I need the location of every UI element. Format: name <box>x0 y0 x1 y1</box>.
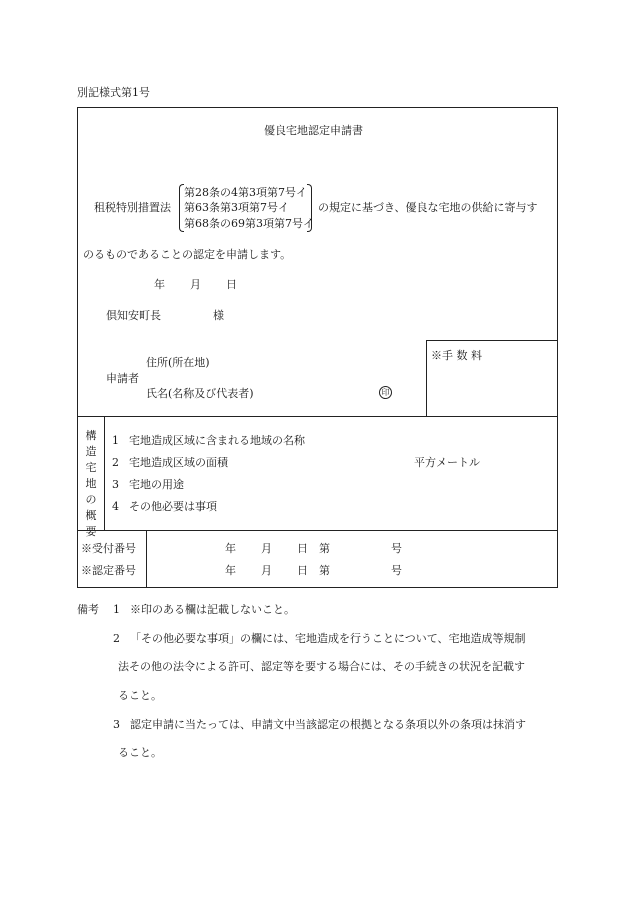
area-unit: 平方メートル <box>414 456 480 469</box>
receipt-year: 年 <box>225 542 236 555</box>
overview-heading-char: 地 <box>85 476 97 490</box>
overview-heading-char: 宅 <box>85 460 97 474</box>
applicant-name-label: 氏名(名称及び代表者) <box>146 387 254 400</box>
certification-year: 年 <box>225 564 236 577</box>
applicant-address-label: 住所(所在地) <box>146 356 210 369</box>
applicant-label: 申請者 <box>106 372 139 385</box>
law-name: 租税特別措置法 <box>94 201 171 214</box>
overview-heading-char: の <box>85 492 97 506</box>
note-number: 3 <box>113 718 120 731</box>
note-line: 法その他の法令による許可、認定等を要する場合には、その手続きの状況を記載す <box>118 660 525 673</box>
certification-go: 号 <box>391 564 402 577</box>
receipt-go: 号 <box>391 542 402 555</box>
intro-line-2: のるものであることの認定を申請します。 <box>83 248 292 261</box>
clause-bracket-right <box>307 184 312 232</box>
date-year: 年 <box>154 278 165 291</box>
numbers-top-border <box>77 530 558 531</box>
overview-item-number: 1 <box>112 434 119 447</box>
overview-item-number: 4 <box>112 500 119 513</box>
clause-2: 第63条第3項第7号イ <box>184 201 289 214</box>
date-day: 日 <box>226 278 237 291</box>
certification-number-label: ※認定番号 <box>81 564 136 577</box>
receipt-month: 月 <box>261 542 272 555</box>
receipt-day: 日 <box>297 542 308 555</box>
overview-top-border <box>77 416 558 417</box>
numbers-label-divider <box>146 530 147 588</box>
note-number: 1 <box>113 603 120 616</box>
note-line: 認定申請に当たっては、申請文中当該認定の根拠となる条項以外の条項は抹消す <box>130 718 526 731</box>
intro-continuation: の規定に基づき、優良な宅地の供給に寄与す <box>318 201 538 214</box>
overview-heading-char: 概 <box>85 508 97 522</box>
overview-item-text: 宅地造成区域に含まれる地域の名称 <box>129 434 305 447</box>
note-line: ること。 <box>118 689 162 702</box>
form-number: 別記様式第1号 <box>77 86 150 99</box>
receipt-dai: 第 <box>319 542 330 555</box>
note-line: ※印のある欄は記載しないこと。 <box>130 603 295 616</box>
overview-item-number: 2 <box>112 456 119 469</box>
overview-item-text: 宅地造成区域の面積 <box>129 456 228 469</box>
clause-3: 第68条の69第3項第7号イ <box>184 217 314 230</box>
fee-label: ※手 数 料 <box>431 349 482 362</box>
certification-dai: 第 <box>319 564 330 577</box>
overview-item-number: 3 <box>112 478 119 491</box>
overview-heading-char: 構 <box>85 429 97 442</box>
overview-item-text: その他必要は事項 <box>129 500 217 513</box>
overview-heading-char: 造 <box>85 444 97 458</box>
note-line: ること。 <box>118 746 162 759</box>
form-title: 優良宅地認定申請書 <box>264 124 363 137</box>
note-number: 2 <box>113 632 120 645</box>
date-month: 月 <box>190 278 201 291</box>
form-frame <box>77 107 558 588</box>
overview-heading-char: 要 <box>85 524 97 538</box>
seal-mark: 印 <box>379 386 392 399</box>
notes-heading: 備考 <box>77 603 99 616</box>
clause-1: 第28条の4第3項第7号イ <box>184 186 307 199</box>
receipt-number-label: ※受付番号 <box>81 542 136 555</box>
fee-box-top-border <box>426 340 558 341</box>
overview-item-text: 宅地の用途 <box>129 478 184 491</box>
note-line: 「その他必要な事項」の欄には、宅地造成を行うことについて、宅地造成等規制 <box>130 632 526 645</box>
addressee-name: 倶知安町長 <box>106 309 161 322</box>
certification-month: 月 <box>261 564 272 577</box>
certification-day: 日 <box>297 564 308 577</box>
addressee-honorific: 様 <box>213 309 224 322</box>
overview-heading-divider <box>104 416 105 530</box>
fee-box-left-border <box>426 340 427 417</box>
overview-heading <box>84 428 98 540</box>
